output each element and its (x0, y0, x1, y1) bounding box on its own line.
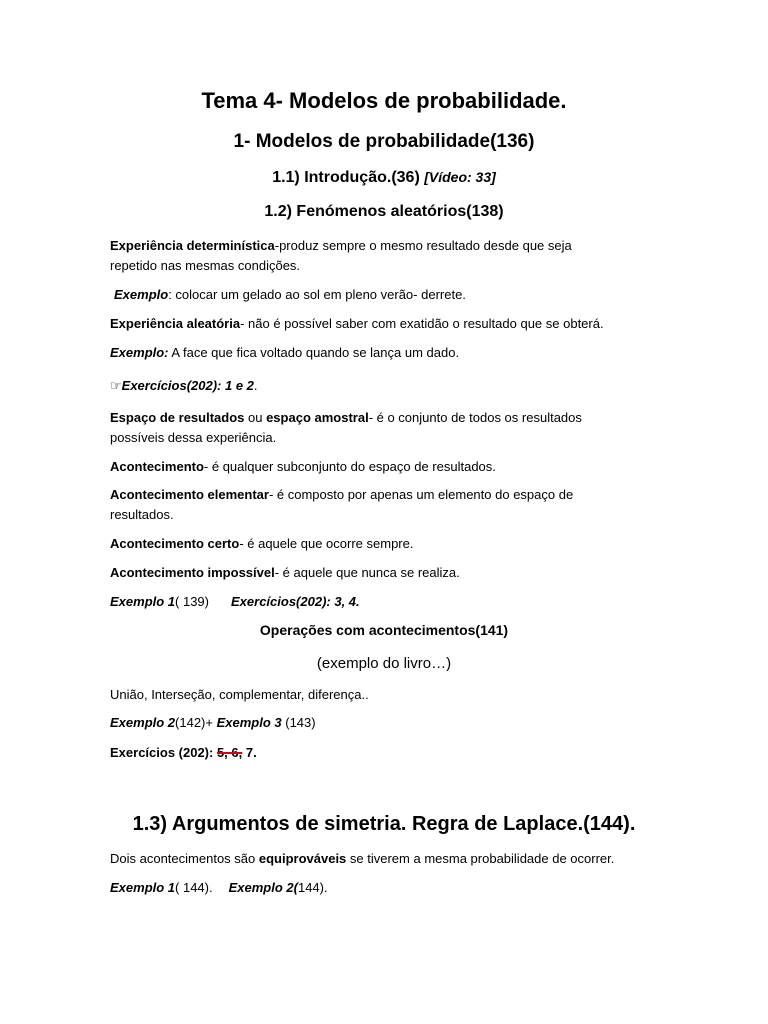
example-deterministic (114, 285, 662, 305)
definition-deterministic (110, 236, 658, 275)
definition-elementary-event (110, 485, 658, 524)
examples-laplace (110, 878, 658, 898)
definition-text: - não é possível saber com exatidão o resultado que se obterá. (240, 316, 604, 331)
definition-text-cont: se tiverem a mesma probabilidade de ocorrer. (346, 851, 615, 866)
term: Acontecimento (110, 459, 204, 474)
term: Acontecimento certo (110, 536, 240, 551)
definition-text-cont: repetido nas mesmas condições. (110, 257, 301, 273)
definition-random (110, 314, 658, 334)
exercises-label: Exercícios (202): (110, 745, 217, 760)
definition-certain-event (110, 534, 658, 554)
example-page: ( 144). (175, 880, 213, 895)
definition-text: -produz sempre o mesmo resultado desde que seja (274, 238, 572, 253)
example-label-2: Exemplo 2( (228, 880, 298, 895)
video-reference: [Vídeo: 33] (424, 169, 496, 185)
example-page-2: (143) (281, 715, 316, 730)
definition-text: Dois acontecimentos são (110, 851, 259, 866)
example-label: Exemplo 1 (110, 594, 176, 609)
section-heading-1: 1- Modelos de probabilidade(136) (233, 131, 535, 152)
operations-list: União, Interseção, complementar, diferença.. (110, 687, 369, 702)
subsection-heading-1-1 (0, 169, 768, 187)
definition-text: - é o conjunto de todos os resultados (368, 410, 582, 425)
definition-text: - é aquele que nunca se realiza. (274, 565, 460, 580)
example-page-2: 144). (297, 880, 328, 895)
example-page: (142)+ (175, 715, 217, 730)
term: Experiência aleatória (110, 316, 241, 331)
examples-2-3 (110, 713, 658, 733)
example-page: ( 139) (175, 594, 209, 609)
definition-text: - é qualquer subconjunto do espaço de resultados. (203, 459, 496, 474)
example-label: Exemplo 2 (110, 715, 176, 730)
exercises-end: 7. (242, 745, 257, 760)
definition-text: - é composto por apenas um elemento do espaço de (268, 487, 574, 502)
definition-impossible-event (110, 563, 658, 583)
subsection-heading-1-2: 1.2) Fenómenos aleatórios(138) (264, 203, 504, 220)
definition-text-cont: possíveis dessa experiência. (110, 429, 277, 445)
document-title: Tema 4- Modelos de probabilidade. (201, 88, 567, 113)
exercises-1 (110, 376, 658, 396)
definition-event (110, 457, 658, 477)
example-label-2: Exemplo 3 (216, 715, 282, 730)
example-label: Exemplo 1 (110, 880, 176, 895)
definition-text: - é aquele que ocorre sempre. (239, 536, 414, 551)
example-label: Exemplo (114, 287, 169, 302)
example-random (110, 343, 658, 363)
example-text: A face que fica voltado quando se lança um dado. (168, 345, 460, 360)
term: Acontecimento elementar (110, 487, 269, 502)
subsection-heading-1-1-text: 1.1) Introdução.(36) (272, 169, 425, 186)
term: equiprováveis (258, 851, 347, 866)
exercises-period: . (253, 378, 258, 393)
term-2: espaço amostral (266, 410, 369, 425)
struck-exercises: 5, 6, (216, 745, 243, 760)
term: Experiência determinística (110, 238, 275, 253)
example-text: : colocar um gelado ao sol em pleno verão- derrete. (168, 287, 466, 302)
exercises-text: Exercícios(202): 3, 4. (231, 594, 360, 609)
operations-heading: Operações com acontecimentos(141) (259, 622, 509, 638)
example-label: Exemplo: (110, 345, 169, 360)
section-heading-1-3: 1.3) Argumentos de simetria. Regra de Laplace.(144). (132, 813, 636, 835)
definition-equiprobable (110, 849, 658, 869)
connector: ou (244, 410, 267, 425)
example-and-exercises-1 (110, 592, 658, 612)
term: Acontecimento impossível (110, 565, 275, 580)
pointing-hand-icon: ☞ (110, 378, 122, 393)
definition-text-cont: resultados. (110, 506, 174, 522)
exercises-2 (110, 743, 658, 763)
exercises-text: Exercícios(202): 1 e 2 (121, 378, 254, 393)
operations-subheading: (exemplo do livro…) (316, 655, 452, 672)
term: Espaço de resultados (110, 410, 245, 425)
definition-sample-space (110, 408, 658, 447)
